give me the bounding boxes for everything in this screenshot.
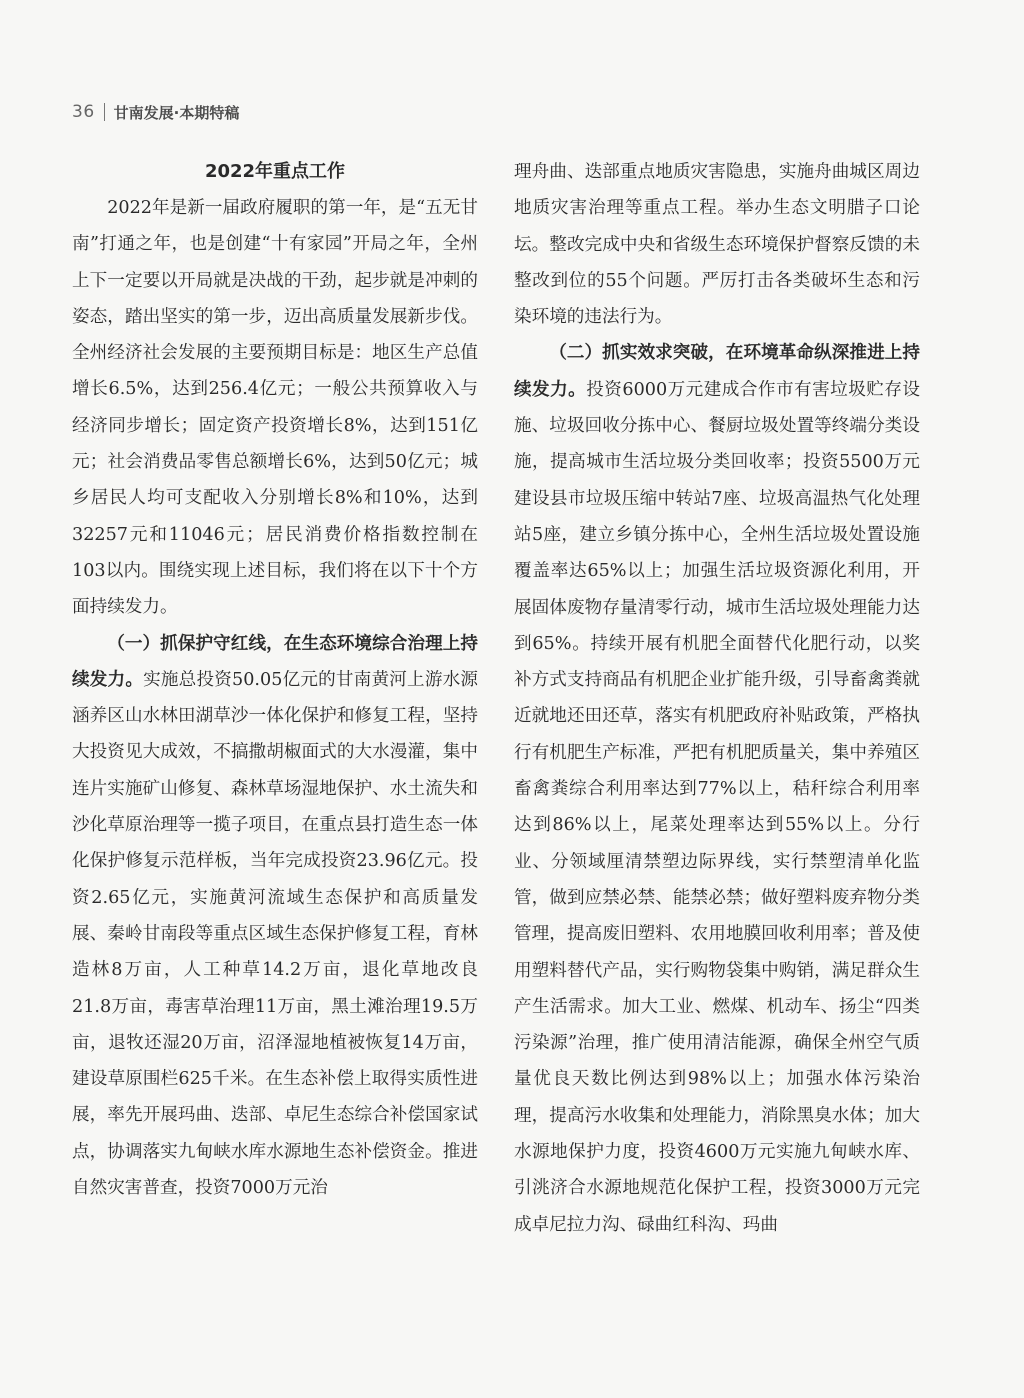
environment-paragraph — [514, 335, 920, 1242]
section-title: 2022年重点工作 — [204, 161, 346, 182]
environment-lead: （二）抓实效求突破，在环境革命纵深推进上持续发力。 — [514, 343, 920, 400]
environment-body: 投资6000万元建成合作市有害垃圾贮存设施、垃圾回收分拣中心、餐厨垃圾处置等终端分类设施，提高城市生活垃圾分类回收率；投资5500万元建设县市垃圾压缩中转站7座、垃圾高温热气化处理站5座，建立乡镇分拣中心，全州生活垃圾处置设施覆盖率达65%以上；加强生活垃圾资源化利用，开展固体废物存量清零行动，城市生活垃圾处理能力达到65%。持续开展有机肥全面替代化肥行动，以奖补方式支持商品有机肥企业扩能升级，引导畜禽粪就近就地还田还草，落实有机肥政府补贴政策，严格执行有机肥生产标准，严把有机肥质量关，集中养殖区畜禽粪综合利用率达到77%以上，秸秆综合利用率达到86%以上，尾菜处理率达到55%以上。分行业、分领域厘清禁塑边际界线，实行禁塑清单化监管，做到应禁必禁、能禁必禁；做好塑料废弃物分类管理，提高废旧塑料、农用地膜回收利用率；普及使用塑料替代产品，实行购物袋集中购销，满足群众生产生活需求。加大工业、燃煤、机动车、扬尘“四类污染源”治理，推广使用清洁能源，确保全州空气质量优良天数比例达到98%以上；加强水体污染治理，提高污水收集和处理能力，消除黑臭水体；加大水源地保护力度，投资4600万元实施九甸峡水库、引洮济合水源地规范化保护工程，投资3000万元完成卓尼拉力沟、碌曲红科沟、玛曲 — [514, 379, 920, 1235]
page-number: 36 — [72, 102, 95, 122]
continued-paragraph: 理舟曲、迭部重点地质灾害隐患，实施舟曲城区周边地质灾害治理等重点工程。举办生态文明腊子口论坛。整改完成中央和省级生态环境保护督察反馈的未整改到位的55个问题。严厉打击各类破坏生态和污染环境的违法行为。 — [514, 162, 920, 328]
ecology-lead: （一）抓保护守红线，在生态环境综合治理上持续发力。 — [72, 633, 478, 690]
intro-paragraph: 2022年是新一届政府履职的第一年，是“五无甘南”打通之年，也是创建“十有家园”开局之年，全州上下一定要以开局就是决战的干劲，起步就是冲刺的姿态，踏出坚实的第一步，迈出高质量发展新步伐。全州经济社会发展的主要预期目标是：地区生产总值增长6.5%，达到256.4亿元；一般公共预算收入与经济同步增长；固定资产投资增长8%，达到151亿元；社会消费品零售总额增长6%，达到50亿元；城乡居民人均可支配收入分别增长8%和10%，达到32257元和11046元；居民消费价格指数控制在103以内。围绕实现上述目标，我们将在以下十个方面持续发力。 — [72, 198, 478, 618]
running-header — [72, 101, 239, 123]
running-title: 甘南发展·本期特稿 — [113, 103, 240, 122]
ecology-paragraph — [72, 626, 478, 1207]
ecology-body: 实施总投资50.05亿元的甘南黄河上游水源涵养区山水林田湖草沙一体化保护和修复工程，坚持大投资见大成效，不搞撒胡椒面式的大水漫灌，集中连片实施矿山修复、森林草场湿地保护、水土流失和沙化草原治理等一揽子项目，在重点县打造生态一体化保护修复示范样板，当年完成投资23.96亿元。投资2.65亿元，实施黄河流域生态保护和高质量发展、秦岭甘南段等重点区域生态保护修复工程，育林造林8万亩，人工种草14.2万亩，退化草地改良21.8万亩，毒害草治理11万亩，黑土滩治理19.5万亩，退牧还湿20万亩，沼泽湿地植被恢复14万亩，建设草原围栏625千米。在生态补偿上取得实质性进展，率先开展玛曲、迭部、卓尼生态综合补偿国家试点，协调落实九甸峡水库水源地生态补偿资金。推进自然灾害普查，投资7000万元治 — [72, 669, 478, 1199]
header-divider — [104, 103, 105, 121]
right-column — [514, 154, 920, 1243]
left-column — [72, 154, 478, 1206]
